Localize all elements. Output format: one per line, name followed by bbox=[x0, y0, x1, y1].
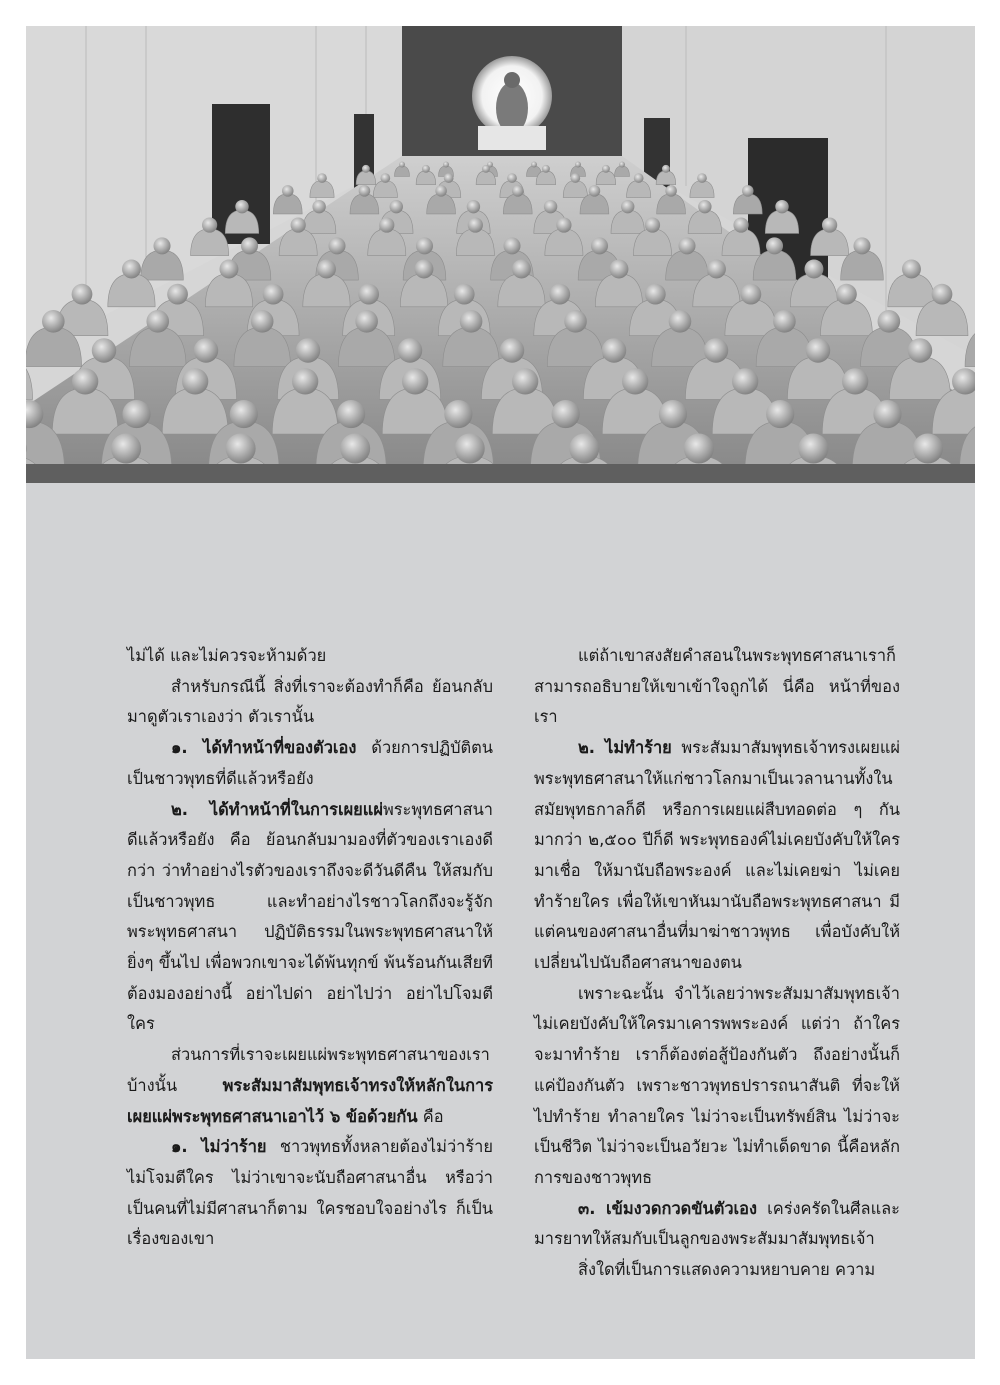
monk-head bbox=[167, 284, 188, 305]
monk-head bbox=[602, 165, 610, 173]
point-heading: ๒. ได้ทำหน้าที่ในการเผยแผ่ bbox=[171, 799, 383, 819]
monk-head bbox=[291, 217, 306, 232]
paragraph: เพราะฉะนั้น จำไว้เลยว่าพระสัมมาสัมพุทธเจ้าไม่เคยบังคับให้ใครมาเคารพพระองค์ แต่ว่า ถ้าใครจะมาทำร้าย เราก็ต้องต่อสู้ป้องกันตัว ถึงอย่างนั้นก็แค่ป้องกันตัว เพราะชาวพุทธปรารถนาสันติ ที่จะให้ไปทำร้าย ทำลายใคร ไม่ว่าจะเป็นทรัพย์สิน ไม่ว่าจะเป็นชีวิต ไม่ว่าจะเป็นอวัยวะ ไม่ทำเด็ดขาด นี้คือหลักการของชาวพุทธ bbox=[534, 983, 900, 1187]
monks-photo bbox=[26, 26, 975, 464]
monk-head bbox=[454, 284, 475, 305]
monk-head bbox=[575, 162, 581, 168]
monk-head bbox=[92, 338, 116, 362]
monk-head bbox=[741, 284, 762, 305]
rule-heading: ๒. ไม่ทำร้าย bbox=[578, 738, 672, 758]
paragraph bbox=[127, 1040, 493, 1132]
rule-1-paragraph bbox=[127, 1132, 493, 1255]
monk-head bbox=[822, 217, 837, 232]
point-text: ด้วยการปฏิบัติตนเป็นชาวพุทธที่ดีแล้วหรือยัง bbox=[127, 738, 493, 788]
monk-head bbox=[503, 237, 520, 254]
monk-head bbox=[482, 165, 490, 173]
monk-head bbox=[468, 217, 483, 232]
monk-head bbox=[697, 173, 707, 183]
emphasis-text: พระสัมมาสัมพุทธเจ้าทรงให้หลักในการเผยแผ่พระพุทธศาสนาเอาไว้ ๖ ข้อด้วยกัน bbox=[127, 1075, 493, 1126]
monk-head bbox=[415, 260, 434, 279]
paragraph: สิ่งใดที่เป็นการแสดงความหยาบคาย ความ bbox=[578, 1260, 876, 1280]
monk-head bbox=[241, 237, 258, 254]
monk-head bbox=[422, 165, 430, 173]
monk-head bbox=[337, 400, 365, 428]
monk-head bbox=[226, 434, 256, 464]
monk-head bbox=[775, 200, 788, 213]
monk-head bbox=[707, 260, 726, 279]
monk-head bbox=[908, 338, 932, 362]
rule-text: เคร่งครัดในศีลและมารยาทให้สมกับเป็นลูกของพระสัมมาสัมพุทธเจ้า bbox=[534, 1198, 900, 1249]
monk-head bbox=[591, 237, 608, 254]
photo-caption-bar bbox=[26, 464, 975, 483]
monk-head bbox=[645, 284, 666, 305]
monk-head bbox=[552, 400, 580, 428]
monk-head bbox=[542, 165, 550, 173]
rule-2-paragraph bbox=[534, 733, 900, 979]
monk-head bbox=[282, 185, 294, 197]
monk-head bbox=[122, 260, 141, 279]
paragraph-text: ส่วนการที่เราจะเผยแผ่พระพุทธศาสนาของเราบ้างนั้น bbox=[127, 1045, 490, 1095]
monk-head bbox=[669, 310, 692, 333]
monk-head bbox=[621, 200, 634, 213]
monk-head bbox=[806, 338, 830, 362]
monk-head bbox=[359, 185, 371, 197]
monk-head bbox=[182, 368, 208, 394]
monk-head bbox=[733, 217, 748, 232]
rule-heading: ๑. ไม่ว่าร้าย bbox=[171, 1137, 267, 1157]
monk-head bbox=[878, 310, 901, 333]
monk-head bbox=[340, 434, 370, 464]
monk-head bbox=[402, 368, 428, 394]
monk-head bbox=[380, 173, 390, 183]
monk-head bbox=[398, 338, 422, 362]
rule-text: ชาวพุทธทั้งหลายต้องไม่ว่าร้ายไม่โจมตีใคร ไม่ว่าเขาจะนับถือศาสนาอื่น หรือว่าเป็นคนที่ไม่มีศาสนาก็ตาม ใครชอบใจอย่างไร ก็เป็นเรื่องของเขา bbox=[127, 1137, 493, 1249]
left-column bbox=[127, 641, 493, 1255]
monk-head bbox=[564, 310, 587, 333]
monk-head bbox=[444, 400, 472, 428]
monk-head bbox=[773, 310, 796, 333]
monk-head bbox=[435, 185, 447, 197]
monk-head bbox=[913, 434, 943, 464]
monk-head bbox=[665, 185, 677, 197]
monk-head bbox=[122, 400, 150, 428]
monk-head bbox=[460, 310, 483, 333]
monk-head bbox=[317, 260, 336, 279]
monk-head bbox=[263, 284, 284, 305]
monk-head bbox=[569, 434, 599, 464]
monk-head bbox=[194, 338, 218, 362]
monk-head bbox=[836, 284, 857, 305]
monk-head bbox=[455, 434, 485, 464]
monk-head bbox=[467, 200, 480, 213]
monk-head bbox=[570, 173, 580, 183]
monk-head bbox=[507, 173, 517, 183]
monk-head bbox=[220, 260, 239, 279]
monk-head bbox=[602, 338, 626, 362]
monk-head bbox=[312, 200, 325, 213]
monk-head bbox=[512, 260, 531, 279]
rule-heading: ๓. เข้มงวดกวดขันตัวเอง bbox=[578, 1198, 757, 1218]
monk-head bbox=[235, 200, 248, 213]
monk-head bbox=[512, 368, 538, 394]
monk-head bbox=[362, 165, 370, 173]
paragraph-tail: คือ bbox=[417, 1106, 444, 1126]
monk-head bbox=[732, 368, 758, 394]
point-1-paragraph bbox=[127, 733, 493, 794]
monk-head bbox=[659, 400, 687, 428]
monk-head bbox=[443, 162, 449, 168]
monk-head bbox=[766, 237, 783, 254]
monk-head bbox=[704, 338, 728, 362]
monk-head bbox=[842, 368, 868, 394]
monk-head bbox=[399, 162, 405, 168]
monk-head bbox=[549, 284, 570, 305]
monk-head bbox=[531, 162, 537, 168]
monk-head bbox=[622, 368, 648, 394]
paragraph: สำหรับกรณีนี้ สิ่งที่เราจะต้องทำก็คือ ย้อนกลับมาดูตัวเราเองว่า ตัวเรานั้น bbox=[127, 676, 493, 727]
right-column bbox=[534, 641, 900, 1286]
monk-head bbox=[500, 338, 524, 362]
monk-head bbox=[698, 200, 711, 213]
monk-head bbox=[662, 165, 670, 173]
monk-head bbox=[444, 173, 454, 183]
monk-head bbox=[589, 185, 601, 197]
monk-head bbox=[873, 400, 901, 428]
monk-head bbox=[798, 434, 828, 464]
monk-head bbox=[317, 173, 327, 183]
monk-head bbox=[153, 237, 170, 254]
monk-head bbox=[72, 368, 98, 394]
rule-3-paragraph bbox=[534, 1194, 900, 1255]
monk-head bbox=[805, 260, 824, 279]
monk-head bbox=[416, 237, 433, 254]
monk-head bbox=[645, 217, 660, 232]
monk-head bbox=[766, 400, 794, 428]
monk-head bbox=[146, 310, 169, 333]
monk-head bbox=[512, 185, 524, 197]
monk-head bbox=[619, 162, 625, 168]
monk-head bbox=[358, 284, 379, 305]
monk-head bbox=[853, 237, 870, 254]
monk-head bbox=[230, 400, 258, 428]
rule-text: พระสัมมาสัมพุทธเจ้าทรงเผยแผ่พระพุทธศาสนาให้แก่ชาวโลกมาเป็นเวลานานทั้งในสมัยพุทธกาลก็ดี หรือการเผยแผ่สืบทอดต่อ ๆ กันมากว่า ๒,๕๐๐ ปีก็ดี พระพุทธองค์ไม่เคยบังคับให้ใครมาเชื่อ ให้มานับถือพระองค์ และไม่เคยฆ่า ไม่เคยทำร้ายใคร เพื่อให้เขาหันมานับถือพระพุทธศาสนา มีแต่คนของศาสนาอื่นที่มาฆ่าชาวพุทธ เพื่อบังคับให้เปลี่ยนไปนับถือศาสนาของตน bbox=[534, 738, 901, 973]
monk-head bbox=[111, 434, 141, 464]
monk-head bbox=[292, 368, 318, 394]
monk-head bbox=[678, 237, 695, 254]
monk-head bbox=[328, 237, 345, 254]
point-2-paragraph bbox=[127, 795, 493, 1041]
monk-head bbox=[202, 217, 217, 232]
monk-head bbox=[684, 434, 714, 464]
monks-in-hall-illustration bbox=[26, 26, 975, 464]
monk-head bbox=[634, 173, 644, 183]
monk-head bbox=[251, 310, 274, 333]
monk-head bbox=[72, 284, 93, 305]
monk-head bbox=[296, 338, 320, 362]
monk-head bbox=[390, 200, 403, 213]
monk-head bbox=[379, 217, 394, 232]
monk-head bbox=[932, 284, 953, 305]
paragraph: แต่ถ้าเขาสงสัยคำสอนในพระพุทธศาสนาเราก็สามารถอธิบายให้เขาเข้าใจถูกได้ นี่คือ หน้าที่ของเรา bbox=[534, 646, 900, 727]
point-text: พระพุทธศาสนาดีแล้วหรือยัง คือ ย้อนกลับมามองที่ตัวของเราเองดีกว่า ว่าทำอย่างไรตัวของเราถึงจะดีวันดีคืน ให้สมกับเป็นชาวพุทธ และทำอย่างไรชาวโลกถึงจะรู้จักพระพุทธศาสนา ปฏิบัติธรรมในพระพุทธศาสนาให้ยิ่งๆ ขึ้นไป เพื่อพวกเขาจะได้พ้นทุกข์ พ้นร้อนกันเสียที ต้องมองอย่างนี้ อย่าไปด่า อย่าไปว่า อย่าไปโจมตีใคร bbox=[127, 799, 493, 1034]
monk-head bbox=[355, 310, 378, 333]
monk-head bbox=[42, 310, 65, 333]
paragraph: ไม่ได้ และไม่ควรจะห้ามด้วย bbox=[127, 646, 327, 665]
monk-head bbox=[544, 200, 557, 213]
monk-head bbox=[610, 260, 629, 279]
monk-head bbox=[902, 260, 921, 279]
monk-head bbox=[556, 217, 571, 232]
monk-head bbox=[742, 185, 754, 197]
point-heading: ๑. ได้ทำหน้าที่ของตัวเอง bbox=[171, 738, 357, 758]
